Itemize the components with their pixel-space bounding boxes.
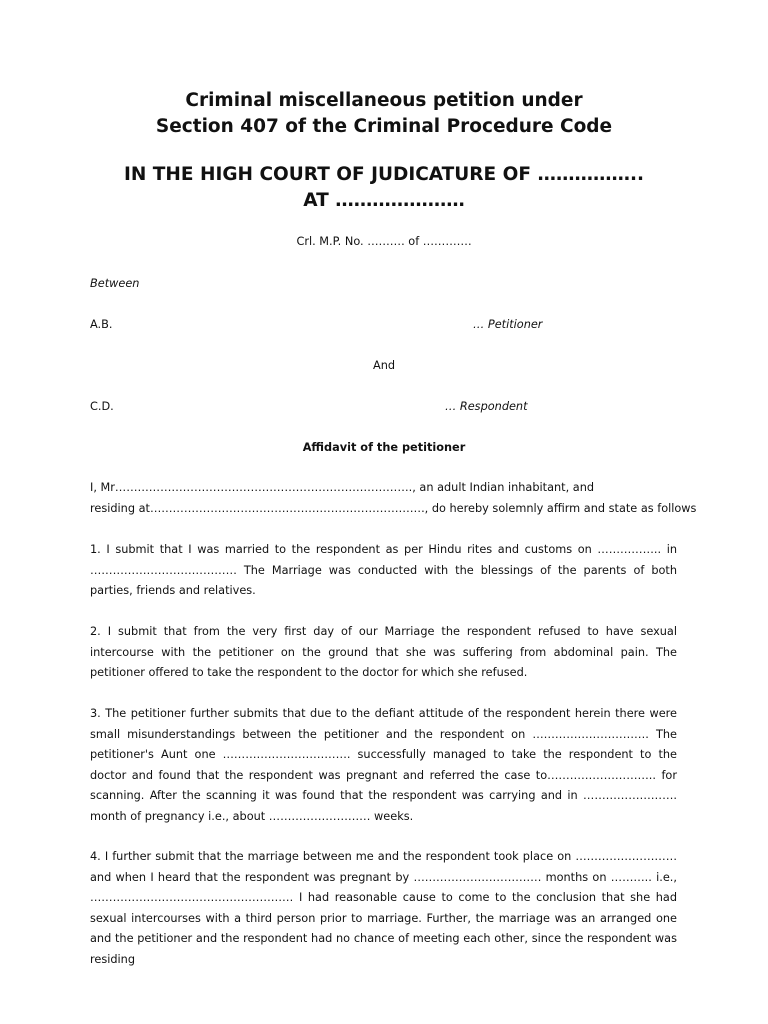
paragraph-2: 2. I submit that from the very first day of our Marriage the respondent refused to have sexual intercourse with the petitioner on the ground that she was suffering from abdominal pain. The petitioner offered to take the respondent to the doctor for which she refused. (90, 625, 677, 679)
case-number: Crl. M.P. No. ………. of …………. (296, 235, 472, 248)
title-line-1: Criminal miscellaneous petition under (185, 90, 583, 111)
and-label: And (372, 359, 396, 372)
petitioner-name: A.B. (90, 318, 113, 331)
intro-line-1: I, Mr……………………………………………………………………., an adult Indian inhabitant, and (90, 481, 595, 494)
title-line-2: Section 407 of the Criminal Procedure Code (155, 116, 613, 137)
paragraph-3: 3. The petitioner further submits that due to the defiant attitude of the respondent herein there were small misunderstandings between the petitioner and the respondent on …………………………. The petitioner's Aunt one ……………………………. successfully managed to take the respondent to the doctor and found that the respondent was pregnant and referred the case to……………………….. for scanning. After the scanning it was found that the respondent was carrying and in ……………………. month of pregnancy i.e., about ……………………… weeks. (90, 707, 677, 823)
between-label: Between (90, 277, 140, 290)
court-line-1: IN THE HIGH COURT OF JUDICATURE OF …………….. (124, 164, 644, 185)
affidavit-heading: Affidavit of the petitioner (302, 441, 466, 454)
intro-line-2: residing at………………………………………………………………., do hereby solemnly affirm and state as follows (90, 502, 697, 515)
court-line-2: AT ………………… (303, 190, 465, 211)
respondent-name: C.D. (90, 400, 114, 413)
petitioner-role: … Petitioner (473, 318, 543, 331)
court-heading (0, 162, 768, 214)
paragraph-1: 1. I submit that I was married to the respondent as per Hindu rites and customs on …………….. in ………………………………… The Marriage was conducted with the blessings of the parents of both parties, friends and relatives. (90, 543, 677, 597)
document-title (0, 88, 768, 140)
respondent-role: … Respondent (445, 400, 528, 413)
paragraph-4: 4. I further submit that the marriage between me and the respondent took place on ……………………… and when I heard that the respondent was pregnant by ……………………………. months on ……….. i.e., ……………………………………………… I had reasonable cause to come to the conclusion that she had sexual intercourses with a third person prior to marriage. Further, the marriage was an arranged one and the petitioner and the respondent had no chance of meeting each other, since the respondent was residing (90, 850, 677, 966)
